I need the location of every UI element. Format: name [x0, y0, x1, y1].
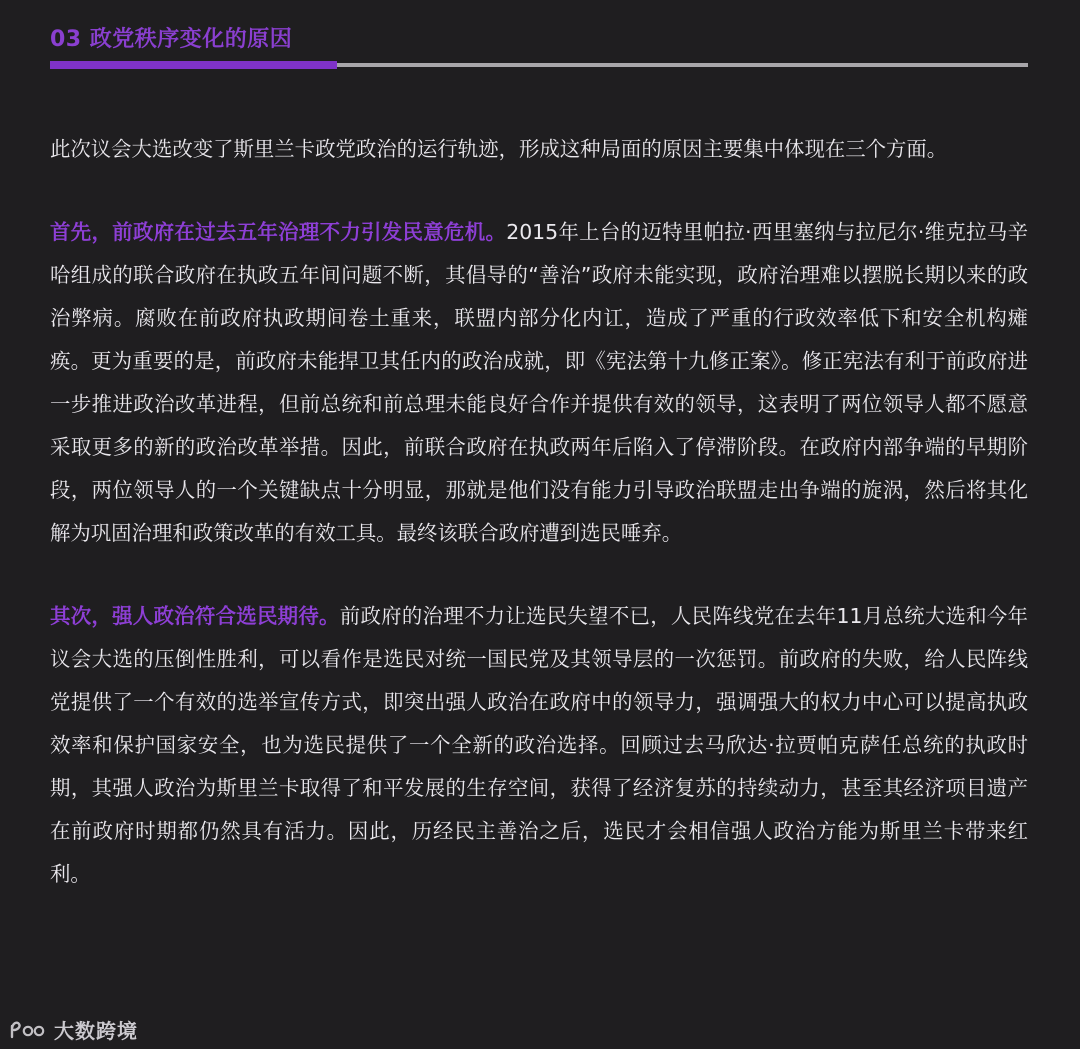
reason-first-lead: 首先，前政府在过去五年治理不力引发民意危机。	[50, 220, 507, 244]
section-divider	[50, 63, 1028, 67]
reason-second-lead: 其次，强人政治符合选民期待。	[50, 604, 340, 628]
section-header	[50, 22, 1028, 67]
watermark-text: 大数跨境	[54, 1018, 138, 1043]
reason-second-body: 前政府的治理不力让选民失望不已，人民阵线党在去年11月总统大选和今年议会大选的压倒性胜利，可以看作是选民对统一国民党及其领导层的一次惩罚。前政府的失败，给人民阵线党提供了一个有效的选举宣传方式，即突出强人政治在政府中的领导力，强调强大的权力中心可以提高执政效率和保护国家安全，也为选民提供了一个全新的政治选择。回顾过去马欣达·拉贾帕克萨任总统的执政时期，其强人政治为斯里兰卡取得了和平发展的生存空间，获得了经济复苏的持续动力，甚至其经济项目遗产在前政府时期都仍然具有活力。因此，历经民主善治之后，选民才会相信强人政治方能为斯里兰卡带来红利。	[50, 604, 1029, 886]
article-body	[50, 128, 1028, 896]
section-divider-accent	[50, 61, 337, 69]
section-title: 03 政党秩序变化的原因	[50, 27, 293, 52]
reason-second-paragraph	[50, 595, 1028, 896]
watermark	[8, 1012, 138, 1046]
intro-paragraph: 此次议会大选改变了斯里兰卡政党政治的运行轨迹，形成这种局面的原因主要集中体现在三个方面。	[50, 137, 948, 161]
reason-first-body: 2015年上台的迈特里帕拉·西里塞纳与拉尼尔·维克拉马辛哈组成的联合政府在执政五年间问题不断，其倡导的“善治”政府未能实现，政府治理难以摆脱长期以来的政治弊病。腐败在前政府执政期间卷土重来，联盟内部分化内讧，造成了严重的行政效率低下和安全机构瘫痪。更为重要的是，前政府未能捍卫其任内的政治成就，即《宪法第十九修正案》。修正宪法有利于前政府进一步推进政治改革进程，但前总统和前总理未能良好合作并提供有效的领导，这表明了两位领导人都不愿意采取更多的新的政治改革举措。因此，前联合政府在执政两年后陷入了停滞阶段。在政府内部争端的早期阶段，两位领导人的一个关键缺点十分明显，那就是他们没有能力引导政治联盟走出争端的旋涡，然后将其化解为巩固治理和政策改革的有效工具。最终该联合政府遭到选民唾弃。	[50, 220, 1029, 545]
watermark-logo-icon	[8, 1018, 48, 1040]
reason-first-paragraph	[50, 211, 1028, 555]
